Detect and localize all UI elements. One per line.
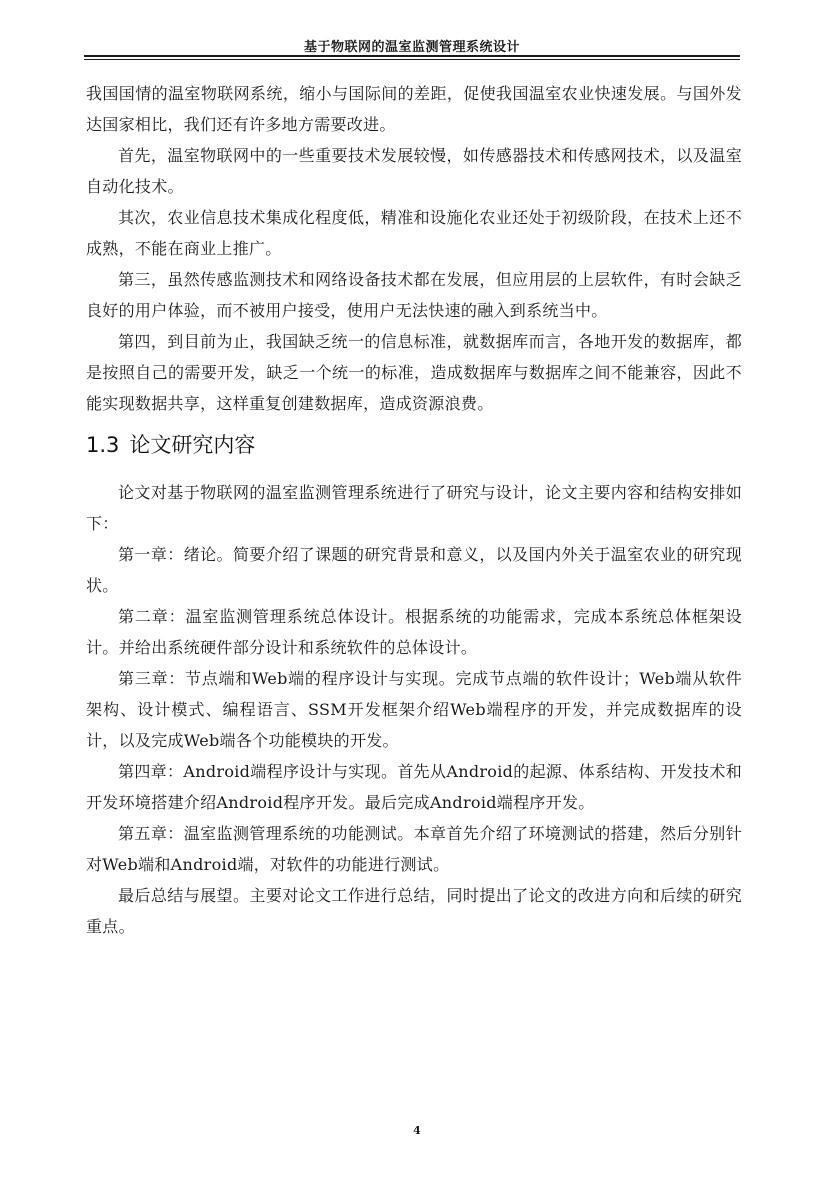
chapter-summary: 第三章：节点端和Web端的程序设计与实现。完成节点端的软件设计；Web端从软件架构、设计模式、编程语言、SSM开发框架介绍Web端程序的开发，并完成数据库的设计，以及完成Web端各个功能模块的开发。 (86, 669, 742, 750)
page-number: 4 (413, 1124, 421, 1137)
body-paragraph: 第四，到目前为止，我国缺乏统一的信息标准，就数据库而言，各地开发的数据库，都是按照自己的需要开发，缺乏一个统一的标准，造成数据库与数据库之间不能兼容，因此不能实现数据共享，这样重复创建数据库，造成资源浪费。 (86, 332, 742, 413)
section-number: 1.3 (86, 433, 120, 457)
page-header (84, 30, 740, 54)
body-paragraph: 我国国情的温室物联网系统，缩小与国际间的差距，促使我国温室农业快速发展。与国外发达国家相比，我们还有许多地方需要改进。 (86, 84, 742, 134)
body-paragraph: 第三，虽然传感监测技术和网络设备技术都在发展，但应用层的上层软件，有时会缺乏良好的用户体验，而不被用户接受，使用户无法快速的融入到系统当中。 (86, 270, 742, 320)
conclusion-summary: 最后总结与展望。主要对论文工作进行总结，同时提出了论文的改进方向和后续的研究重点。 (86, 886, 742, 936)
running-title: 基于物联网的温室监测管理系统设计 (303, 40, 520, 55)
body-paragraph: 其次，农业信息技术集成化程度低，精准和设施化农业还处于初级阶段，在技术上还不成熟，不能在商业上推广。 (86, 208, 742, 258)
chapter-summary: 第五章：温室监测管理系统的功能测试。本章首先介绍了环境测试的搭建，然后分别针对Web端和Android端，对软件的功能进行测试。 (86, 824, 742, 874)
header-rule-thin (84, 59, 740, 60)
body-paragraph: 首先，温室物联网中的一些重要技术发展较慢，如传感器技术和传感网技术，以及温室自动化技术。 (86, 146, 742, 196)
page-body (86, 78, 742, 942)
section-title: 论文研究内容 (129, 433, 256, 457)
header-rule-thick (84, 55, 740, 57)
section-heading (86, 423, 742, 467)
chapter-summary: 第一章：绪论。简要介绍了课题的研究背景和意义，以及国内外关于温室农业的研究现状。 (86, 545, 742, 595)
body-paragraph: 论文对基于物联网的温室监测管理系统进行了研究与设计，论文主要内容和结构安排如下： (86, 483, 742, 533)
chapter-summary: 第二章：温室监测管理系统总体设计。根据系统的功能需求，完成本系统总体框架设计。并给出系统硬件部分设计和系统软件的总体设计。 (86, 607, 742, 657)
chapter-summary: 第四章：Android端程序设计与实现。首先从Android的起源、体系结构、开发技术和开发环境搭建介绍Android程序开发。最后完成Android端程序开发。 (86, 762, 742, 812)
